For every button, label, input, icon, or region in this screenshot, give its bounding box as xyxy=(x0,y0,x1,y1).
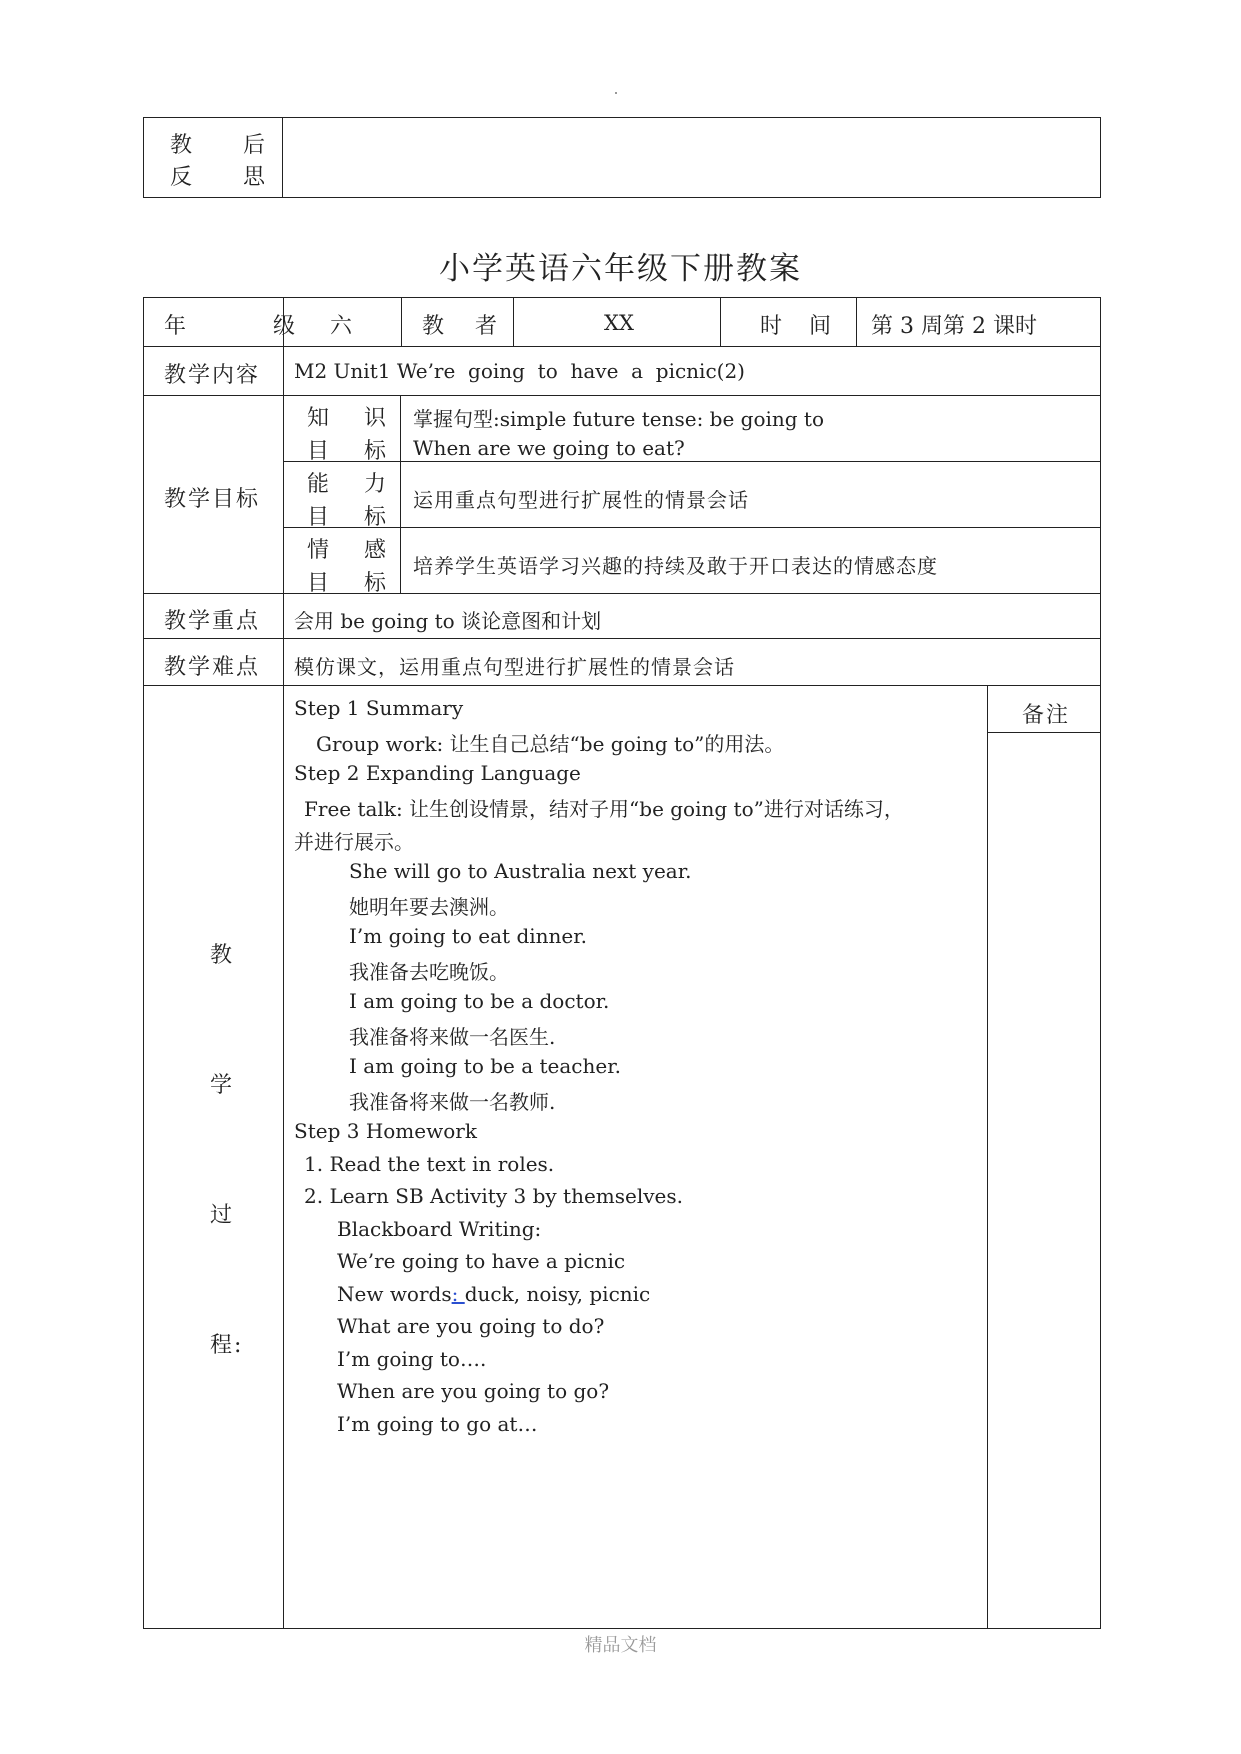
process-line: 1. Read the text in roles. xyxy=(304,1152,555,1176)
key-points-value: 会用 be going to 谈论意图和计划 xyxy=(294,609,602,633)
process-line: 我准备去吃晚饭。 xyxy=(349,960,509,984)
knowledge-text-1: 掌握句型:simple future tense: be going to xyxy=(413,407,825,431)
process-line: She will go to Australia next year. xyxy=(349,859,692,883)
process-line: I’m going to…. xyxy=(337,1347,487,1371)
reflection-table xyxy=(143,117,1101,198)
process-line: Blackboard Writing: xyxy=(337,1217,542,1241)
emotion-text: 培养学生英语学习兴趣的持续及敢于开口表达的情感态度 xyxy=(413,554,938,578)
reflection-label-cell xyxy=(144,118,287,197)
process-line: I am going to be a teacher. xyxy=(349,1054,621,1078)
process-label-char-1: 教 xyxy=(210,943,235,968)
process-line-new-words: New words: duck, noisy, picnic xyxy=(337,1282,651,1306)
process-line: What are you going to do? xyxy=(337,1314,605,1338)
emotion-label-1: 情 感 xyxy=(307,538,400,563)
key-points-label: 教学重点 xyxy=(164,609,261,634)
knowledge-label-2: 目 标 xyxy=(307,439,400,464)
time-label: 时 间 xyxy=(760,314,841,339)
teacher-label: 教 者 xyxy=(422,314,509,339)
objectives-label: 教学目标 xyxy=(164,487,261,512)
process-label-char-4: 程: xyxy=(210,1333,244,1358)
emotion-label-2: 目 标 xyxy=(307,571,400,596)
process-line: I’m going to go at… xyxy=(337,1412,538,1436)
process-line: 她明年要去澳洲。 xyxy=(349,895,509,919)
process-line: 并进行展示。 xyxy=(294,830,414,854)
content-label: 教学内容 xyxy=(164,363,261,388)
ability-label-2: 目 标 xyxy=(307,505,400,530)
process-line: 我准备将来做一名教师. xyxy=(349,1090,556,1114)
time-value: 第 3 周第 2 课时 xyxy=(871,314,1037,339)
process-line: We’re going to have a picnic xyxy=(337,1249,626,1273)
teacher-value: XX xyxy=(604,311,634,335)
ability-text: 运用重点句型进行扩展性的情景会话 xyxy=(413,488,749,512)
process-line: I’m going to eat dinner. xyxy=(349,924,587,948)
process-label-char-3: 过 xyxy=(210,1203,235,1228)
process-line: Step 3 Homework xyxy=(294,1119,477,1143)
page-title: 小学英语六年级下册教案 xyxy=(439,251,802,287)
footer-watermark: 精品文档 xyxy=(584,1635,657,1656)
lesson-plan-table xyxy=(143,297,1101,1629)
ability-label-1: 能 力 xyxy=(307,472,400,497)
page-dot xyxy=(615,92,617,94)
process-line: I am going to be a doctor. xyxy=(349,989,610,1013)
process-line: Group work: 让生自己总结“be going to”的用法。 xyxy=(316,732,785,756)
grade-label: 年 级 xyxy=(164,314,335,339)
new-words-colon: : xyxy=(451,1282,465,1306)
process-line: 我准备将来做一名医生. xyxy=(349,1025,556,1049)
reflection-label-line1: 教 后 xyxy=(170,133,287,158)
content-value: M2 Unit1 We’re going to have a picnic(2) xyxy=(294,359,745,383)
process-label-char-2: 学 xyxy=(210,1073,235,1098)
difficulties-label: 教学难点 xyxy=(164,655,261,680)
knowledge-label-1: 知 识 xyxy=(307,406,400,431)
knowledge-text-2: When are we going to eat? xyxy=(413,436,685,460)
process-line: Free talk: 让生创设情景，结对子用“be going to”进行对话练习， xyxy=(304,797,904,821)
process-line: 2. Learn SB Activity 3 by themselves. xyxy=(304,1184,684,1208)
process-line: Step 2 Expanding Language xyxy=(294,761,581,785)
difficulties-value: 模仿课文，运用重点句型进行扩展性的情景会话 xyxy=(294,655,735,679)
process-line: When are you going to go? xyxy=(337,1379,610,1403)
process-line: Step 1 Summary xyxy=(294,696,464,720)
grade-value: 六 xyxy=(330,314,355,339)
notes-label: 备注 xyxy=(1022,703,1071,728)
reflection-label-line2: 反 思 xyxy=(170,165,287,190)
